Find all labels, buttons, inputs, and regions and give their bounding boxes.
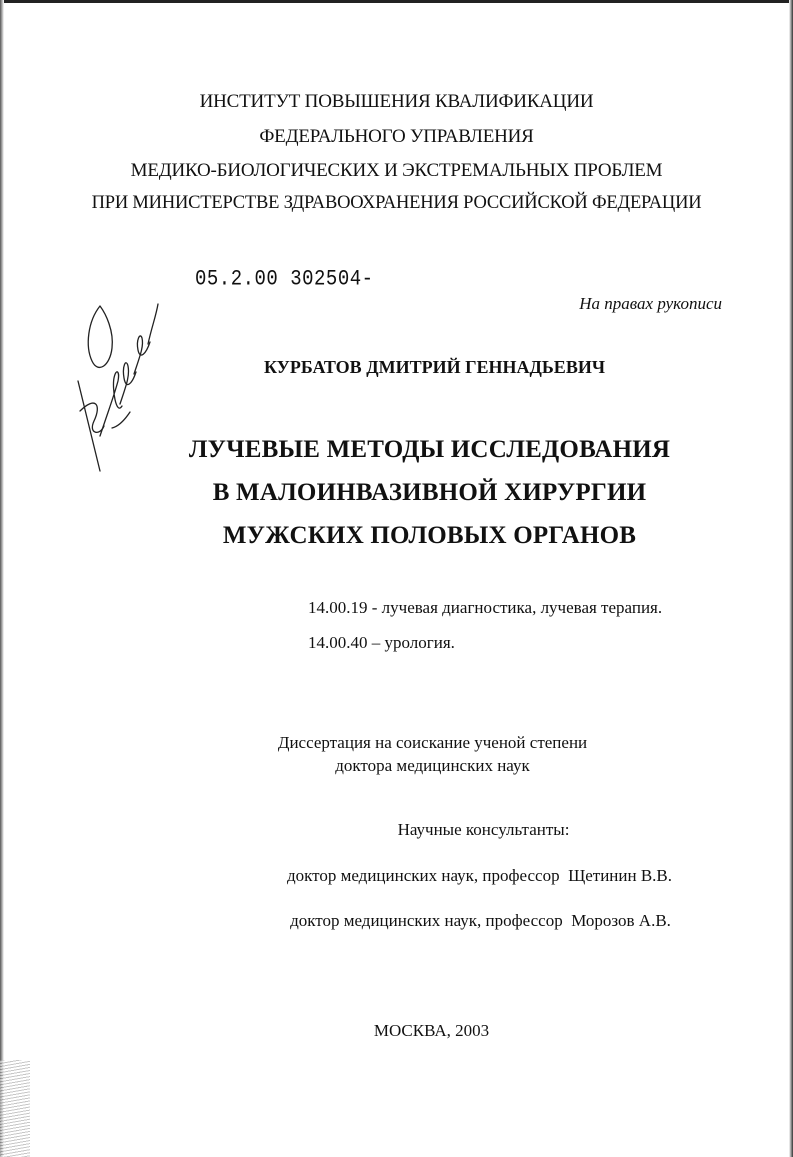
place-year: МОСКВА, 2003 (373, 1021, 490, 1040)
dissertation-title-line-3: МУЖСКИХ ПОЛОВЫХ ОРГАНОВ (222, 522, 637, 549)
institute-line-1: ИНСТИТУТ ПОВЫШЕНИЯ КВАЛИФИКАЦИИ (199, 91, 594, 112)
author-name: КУРБАТОВ ДМИТРИЙ ГЕННАДЬЕВИЧ (263, 357, 606, 377)
dissertation-title-line-2: В МАЛОИНВАЗИВНОЙ ХИРУРГИИ (212, 479, 647, 506)
scan-artifact-bottom-left (0, 1060, 30, 1157)
dissertation-degree-line-1: Диссертация на соискание ученой степени (277, 733, 588, 752)
consultants-heading: Научные консультанты: (397, 820, 570, 839)
consultant-2: доктор медицинских наук, профессор Морозов А.В. (290, 911, 671, 930)
institute-line-3: МЕДИКО-БИОЛОГИЧЕСКИХ И ЭКСТРЕМАЛЬНЫХ ПРОБЛЕМ (130, 160, 663, 181)
dissertation-degree-line-2: доктора медицинских наук (335, 756, 530, 775)
specialty-1: 14.00.19 - лучевая диагностика, лучевая терапия. (308, 598, 663, 617)
institute-line-4: ПРИ МИНИСТЕРСТВЕ ЗДРАВООХРАНЕНИЯ РОССИЙСКОЙ ФЕДЕРАЦИИ (91, 193, 702, 213)
specialty-2: 14.00.40 – урология. (308, 633, 455, 652)
rights-note: На правах рукописи (579, 294, 722, 313)
consultant-1: доктор медицинских наук, профессор Щетинин В.В. (286, 866, 673, 885)
institute-line-2: ФЕДЕРАЛЬНОГО УПРАВЛЕНИЯ (259, 126, 534, 147)
dissertation-title-line-1: ЛУЧЕВЫЕ МЕТОДЫ ИССЛЕДОВАНИЯ (188, 436, 671, 463)
registration-stamp: 05.2.00 302504- (195, 266, 374, 292)
scan-edge-top (0, 0, 793, 3)
